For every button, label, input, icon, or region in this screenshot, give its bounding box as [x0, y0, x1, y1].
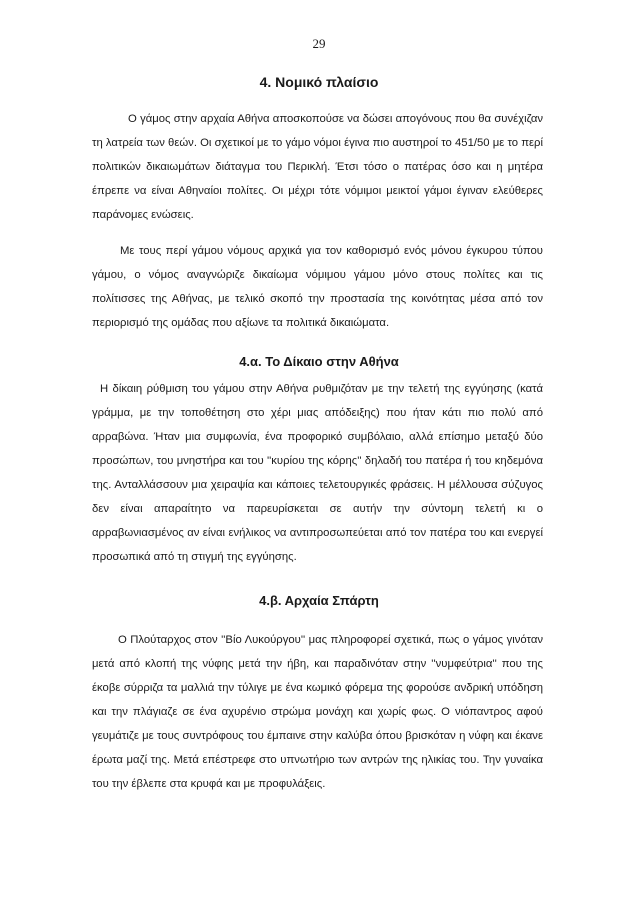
paragraph-marriage-laws: Με τους περί γάμου νόμους αρχικά για τον καθορισμό ενός μόνου έγκυρου τύπου γάμου, ο νόμος αναγνώριζε δικαίωμα νόμιμου γάμου μόνο στους πολίτες και τις πολίτισσες της Αθήνας, με τελικό σκοπό την προστασία της κοινότητας μέσα από τον περιορισμό της ομάδας που αξίωνε τα πολιτικά δικαιώματα.	[92, 245, 543, 329]
subsection-heading-ancient-sparta: 4.β. Αρχαία Σπάρτη	[259, 593, 379, 608]
paragraph-engyesis-ceremony: Η δίκαιη ρύθμιση του γάμου στην Αθήνα ρυθμιζόταν με την τελετή της εγγύησης (κατά γράμμα, με την τοποθέτηση στο χέρι μιας απόδειξης) που ήταν κάτι πιο πολύ από αρραβώνα. Ήταν μια συμφωνία, ένα προφορικό συμβόλαιο, αλλά επίσημο μεταξύ δύο προσώπων, του μνηστήρα και του ''κυρίου της κόρης'' δηλαδή του πατέρα ή του κηδεμόνα της. Ανταλλάσσουν μια χειραψία και κάποιες τελετουργικές φράσεις. Η μέλλουσα σύζυγος δεν είναι απαραίτητο να παρευρίσκεται σε αυτήν την σύντομη τελετή κι ο αρραβωνιασμένος αν είναι ενήλικος να αντιπροσωπεύεται από τον πατέρα του και ενεργεί προσωπικά από τη στιγμή της εγγύησης.	[92, 383, 543, 563]
paragraph-spartan-marriage: Ο Πλούταρχος στον ''Βίο Λυκούργου'' μας πληροφορεί σχετικά, πως ο γάμος γινόταν μετά από κλοπή της νύφης μετά την ήβη, και παραδινόταν στην ''νυμφεύτρια'' που της έκοβε σύρριζα τα μαλλιά την τύλιγε με ένα κωμικό φόρεμα της φορούσε ανδρική υπόδηση και την πλάγιαζε σε ένα αχυρένιο στρώμα μονάχη και χωρίς φως. Ο νιόπαντρος αφού γευμάτιζε με τους συντρόφους του έμπαινε στην καλύβα όπου βρισκόταν η νύφη και έκανε έρωτα μαζί της. Μετά επέστρεφε στο υπνωτήριο των αντρών της ηλικίας του. Την γυναίκα του την έβλεπε στα κρυφά και με προφυλάξεις.	[92, 634, 543, 790]
paragraph-marriage-purpose: Ο γάμος στην αρχαία Αθήνα αποσκοπούσε να δώσει απογόνους που θα συνέχιζαν τη λατρεία των θεών. Οι σχετικοί με το γάμο νόμοι έγινα πιο αυστηροί το 451/50 με το περί πολιτικών δικαιωμάτων διάταγμα του Περικλή. Έτσι τόσο ο πατέρας όσο και η μητέρα έπρεπε να είναι Αθηναίοι πολίτες. Οι μέχρι τότε νόμιμοι μεικτοί γάμοι έγιναν ελεύθερες παράνομες ενώσεις.	[92, 113, 543, 221]
page-number: 29	[312, 36, 326, 51]
subsection-heading-athens-law: 4.α. Το Δίκαιο στην Αθήνα	[239, 354, 399, 369]
section-heading-legal-framework: 4. Νομικό πλαίσιο	[259, 74, 379, 90]
